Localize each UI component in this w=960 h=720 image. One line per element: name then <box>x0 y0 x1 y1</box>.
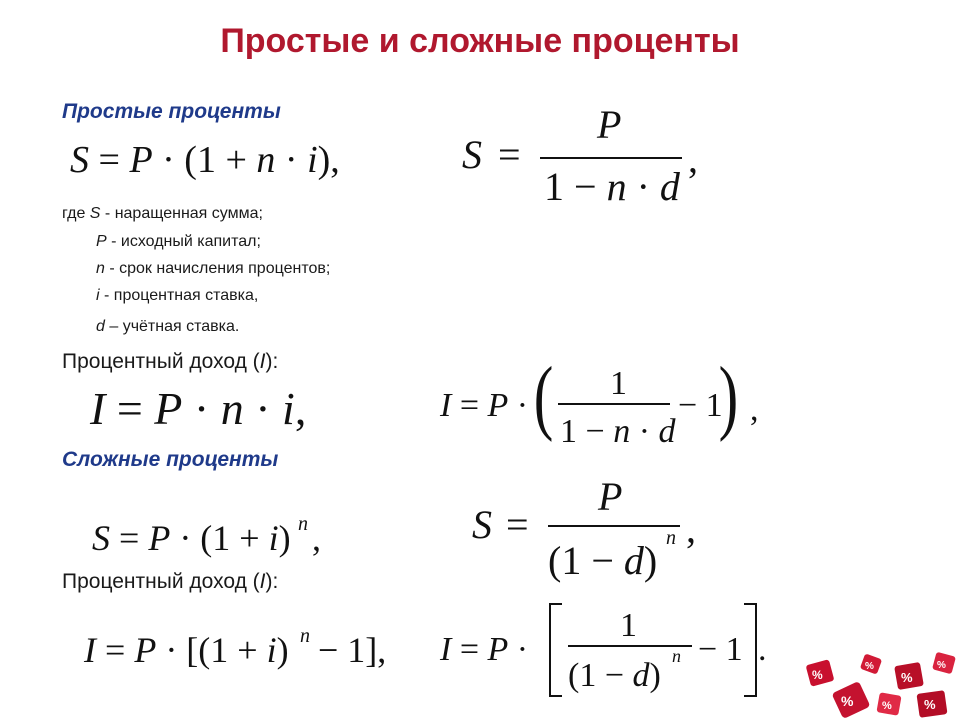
legend-line-i: i - процентная ставка, <box>96 287 259 304</box>
svg-text:n: n <box>298 513 308 535</box>
simple-income-label: Процентный доход (I): <box>62 350 279 373</box>
svg-text:− 1: − 1 <box>698 631 743 668</box>
percent-cube <box>876 692 901 716</box>
svg-text:1 − n · d: 1 − n · d <box>544 164 680 209</box>
svg-text:n: n <box>666 527 676 549</box>
svg-text:n: n <box>300 625 310 647</box>
percent-cube <box>831 681 870 719</box>
percent-cube <box>806 659 835 686</box>
svg-text:P: P <box>598 474 623 519</box>
simple-interest-heading: Простые проценты <box>62 100 281 123</box>
svg-text:%: % <box>937 660 946 671</box>
percent-cubes-decoration <box>800 652 960 720</box>
legend-line-s: где S - наращенная сумма; <box>62 205 263 222</box>
legend-line-n: n - срок начисления процентов; <box>96 260 331 277</box>
svg-text:I = P ·: I = P · <box>440 631 529 668</box>
svg-text:S = P · (1 + i): S = P · (1 + i) <box>92 518 291 558</box>
svg-text:,: , <box>312 518 321 558</box>
svg-text:,: , <box>688 136 698 181</box>
legend-line-p: P - исходный капитал; <box>96 233 261 250</box>
svg-text:(1 − d): (1 − d) <box>568 657 661 694</box>
svg-text:,: , <box>750 391 759 428</box>
svg-text:%: % <box>882 700 892 712</box>
svg-text:I = P · [(1 + i): I = P · [(1 + i) <box>84 630 289 670</box>
formula-compound-income <box>84 624 404 680</box>
svg-text:1 − n · d: 1 − n · d <box>560 413 676 450</box>
formula-compound-discount <box>472 474 712 583</box>
svg-text:.: . <box>758 631 767 668</box>
percent-cube <box>932 652 956 674</box>
svg-text:n: n <box>672 646 681 666</box>
svg-text:): ) <box>718 348 739 443</box>
svg-text:=: = <box>506 502 529 547</box>
percent-cube <box>860 653 882 674</box>
percent-cube <box>894 662 924 690</box>
formula-simple-accumulated <box>70 136 370 188</box>
svg-text:1: 1 <box>620 607 637 644</box>
svg-text:S: S <box>462 132 482 177</box>
legend-line-d: d – учётная ставка. <box>96 318 240 335</box>
svg-text:%: % <box>841 693 854 709</box>
svg-text:− 1: − 1 <box>678 387 723 424</box>
formula-simple-discount <box>462 102 722 209</box>
formula-simple-income <box>90 384 370 440</box>
compound-interest-heading: Сложные проценты <box>62 448 279 471</box>
svg-text:− 1],: − 1], <box>318 630 387 670</box>
svg-text:%: % <box>901 670 913 685</box>
percent-cube <box>916 690 947 718</box>
svg-text:S: S <box>472 502 492 547</box>
formula-simple-discount-income <box>440 348 760 458</box>
svg-text:%: % <box>865 661 874 672</box>
svg-text:=: = <box>498 132 521 177</box>
svg-text:(1 − d): (1 − d) <box>548 538 658 583</box>
svg-text:(: ( <box>533 348 554 443</box>
svg-text:%: % <box>924 697 936 712</box>
svg-text:I = P ·: I = P · <box>440 387 529 424</box>
formula-compound-discount-income <box>440 600 780 704</box>
svg-text:P: P <box>597 102 622 147</box>
formula-compound-accumulated <box>92 508 352 568</box>
page-title: Простые и сложные проценты <box>220 22 740 60</box>
svg-text:1: 1 <box>610 365 627 402</box>
svg-text:S = P · (1 + n · i),: S = P · (1 + n · i), <box>70 139 340 181</box>
compound-income-label: Процентный доход (I): <box>62 570 279 593</box>
svg-text:I = P · n · i,: I = P · n · i, <box>90 383 307 434</box>
svg-text:,: , <box>686 506 696 551</box>
svg-text:%: % <box>812 668 823 682</box>
